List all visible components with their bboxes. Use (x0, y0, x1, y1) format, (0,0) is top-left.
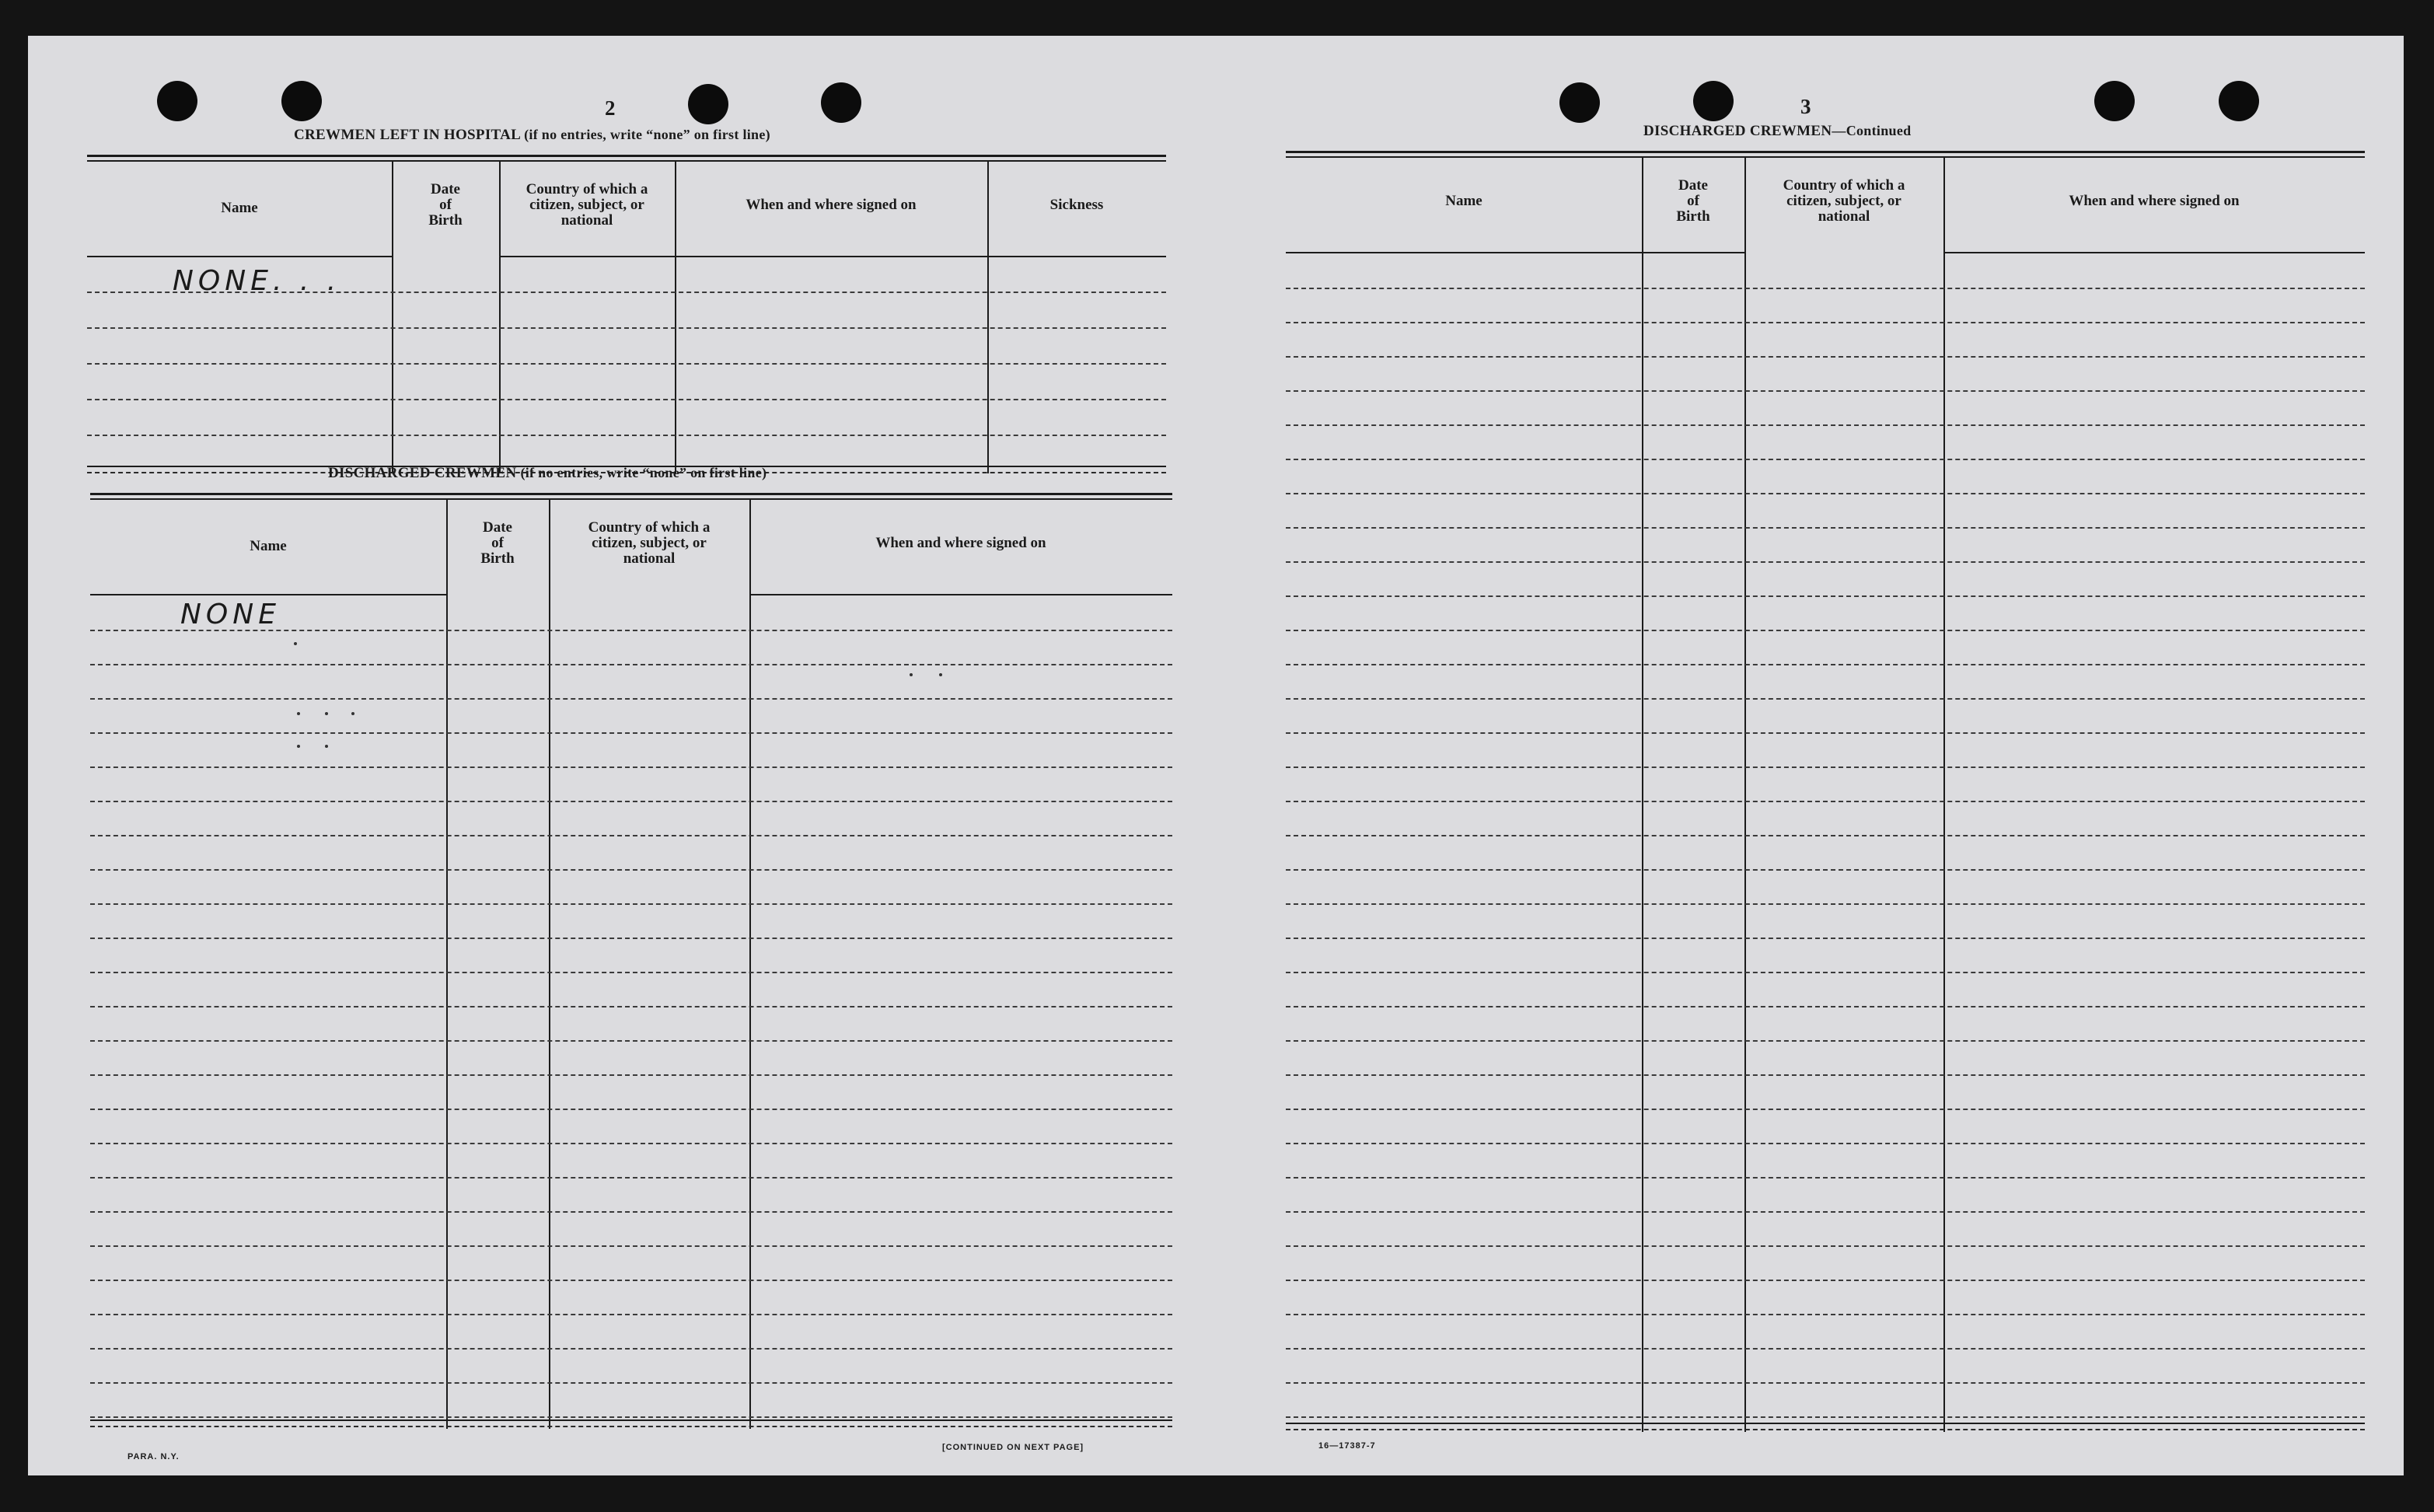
continued-title-text: DISCHARGED CREWMEN (1643, 123, 1832, 139)
entry-line (1286, 1040, 2365, 1042)
entry-line (90, 1040, 1172, 1042)
page-number-right: 3 (1800, 95, 1811, 118)
stray-mark (297, 712, 300, 715)
footer-continued: [CONTINUED ON NEXT PAGE] (942, 1443, 1084, 1452)
hospital-country-line2: citizen, subject, or (529, 197, 644, 213)
entry-line (1286, 801, 2365, 802)
continued-dob-line2: of (1687, 193, 1699, 209)
discharged-dob-line2: of (491, 535, 504, 551)
stray-mark (325, 712, 328, 715)
entry-line (1286, 869, 2365, 871)
entry-line (90, 801, 1172, 802)
discharged-col-country (549, 501, 749, 586)
discharged-dob-line1: Date (483, 519, 512, 536)
discharged-country-line1: Country of which a (588, 519, 711, 536)
punch-hole (157, 81, 197, 121)
entry-line (1286, 1280, 2365, 1281)
footer-printer-mark: PARA. N.Y. (127, 1452, 180, 1461)
entry-line (90, 1280, 1172, 1281)
stray-mark (351, 712, 354, 715)
entry-line (1286, 766, 2365, 768)
entry-line (90, 1382, 1172, 1384)
hospital-col-sickness: Sickness (1049, 197, 1104, 213)
punch-hole (281, 81, 322, 121)
entry-line (1286, 424, 2365, 426)
punch-hole (821, 82, 861, 123)
discharged-col-dob (446, 501, 549, 586)
entry-line (90, 1245, 1172, 1247)
continued-dob-line1: Date (1678, 177, 1708, 194)
entry-line (1286, 732, 2365, 734)
entry-line (90, 972, 1172, 973)
continued-col-signed: When and where signed on (2069, 193, 2240, 209)
entry-line (1286, 1109, 2365, 1110)
entry-line (1286, 1348, 2365, 1350)
discharged-country-line3: national (623, 550, 676, 567)
punch-hole (2219, 81, 2259, 121)
entry-line (90, 732, 1172, 734)
continued-country-line3: national (1818, 208, 1870, 225)
hospital-col-signed: When and where signed on (746, 197, 917, 213)
entry-line (1286, 903, 2365, 905)
continued-country-line1: Country of which a (1783, 177, 1905, 194)
punch-hole (688, 84, 728, 124)
entry-line (1286, 1074, 2365, 1076)
discharged-table-right (1286, 151, 2365, 1433)
stray-mark (297, 745, 300, 748)
entry-line (1286, 1382, 2365, 1384)
entry-line (1286, 1143, 2365, 1144)
entry-line (90, 869, 1172, 871)
hospital-section-title (294, 127, 770, 144)
punch-hole (2094, 81, 2135, 121)
entry-line (1286, 527, 2365, 529)
handwritten-entry-none-discharged: NONE (180, 599, 281, 630)
entry-line (90, 1348, 1172, 1350)
hospital-col-country (499, 162, 675, 248)
entry-line (1286, 356, 2365, 358)
entry-line (90, 903, 1172, 905)
entry-line (90, 664, 1172, 665)
stray-mark (939, 673, 942, 676)
form-sheet (28, 36, 2404, 1475)
entry-line (90, 938, 1172, 939)
entry-line (90, 1177, 1172, 1179)
entry-line (1286, 1211, 2365, 1213)
entry-line (1286, 630, 2365, 631)
discharged-continued-title (1643, 123, 1911, 140)
entry-line (90, 1211, 1172, 1213)
stray-mark (910, 673, 913, 676)
discharged-country-line2: citizen, subject, or (592, 535, 707, 551)
stray-mark (325, 745, 328, 748)
discharged-table-left (90, 493, 1172, 1430)
hospital-title-note: (if no entries, write “none” on first line) (524, 127, 770, 142)
hospital-dob-line1: Date (431, 181, 460, 197)
entry-line (1286, 390, 2365, 392)
entry-line (1286, 322, 2365, 323)
entry-line (90, 1416, 1172, 1418)
entry-line (90, 766, 1172, 768)
entry-line (90, 1074, 1172, 1076)
hospital-country-line3: national (560, 212, 613, 229)
entry-line (1286, 835, 2365, 836)
continued-title-suffix: —Continued (1832, 123, 1912, 138)
discharged-section-title (328, 465, 767, 482)
discharged-col-name: Name (250, 538, 287, 554)
entry-line (1286, 972, 2365, 973)
hospital-col-dob (392, 162, 499, 248)
continued-dob-line3: Birth (1676, 208, 1710, 225)
entry-line (90, 1314, 1172, 1315)
page-number-left: 2 (605, 96, 616, 120)
hospital-col-name: Name (221, 200, 258, 216)
entry-line (1286, 1245, 2365, 1247)
hospital-title-text: CREWMEN LEFT IN HOSPITAL (294, 127, 521, 143)
discharged-col-signed: When and where signed on (875, 535, 1046, 551)
entry-line (1286, 595, 2365, 597)
footer-form-number: 16—17387-7 (1318, 1441, 1376, 1451)
hospital-country-line1: Country of which a (526, 181, 648, 197)
hospital-table (87, 155, 1166, 475)
entry-line (1286, 1416, 2365, 1418)
entry-line (90, 630, 1172, 631)
entry-line (90, 698, 1172, 700)
entry-line (90, 1143, 1172, 1144)
continued-col-name: Name (1445, 193, 1482, 209)
stray-mark (294, 642, 297, 645)
entry-line (1286, 1314, 2365, 1315)
continued-col-dob (1642, 159, 1744, 244)
punch-hole (1693, 81, 1734, 121)
entry-line (90, 1006, 1172, 1007)
discharged-title-text: DISCHARGED CREWMEN (328, 465, 517, 481)
punch-hole (1559, 82, 1600, 123)
entry-line (1286, 1006, 2365, 1007)
entry-line (1286, 938, 2365, 939)
entry-line (1286, 459, 2365, 460)
discharged-dob-line3: Birth (480, 550, 515, 567)
discharged-title-note: (if no entries, write “none” on first line) (520, 465, 767, 480)
continued-col-country (1744, 159, 1943, 244)
handwritten-entry-none: NONE. . . (173, 265, 341, 297)
hospital-dob-line3: Birth (428, 212, 463, 229)
entry-line (1286, 698, 2365, 700)
entry-line (1286, 561, 2365, 563)
entry-line (1286, 1177, 2365, 1179)
entry-line (1286, 493, 2365, 494)
entry-line (1286, 288, 2365, 289)
hospital-dob-line2: of (439, 197, 452, 213)
entry-line (90, 835, 1172, 836)
entry-line (90, 1109, 1172, 1110)
continued-country-line2: citizen, subject, or (1786, 193, 1901, 209)
entry-line (1286, 664, 2365, 665)
